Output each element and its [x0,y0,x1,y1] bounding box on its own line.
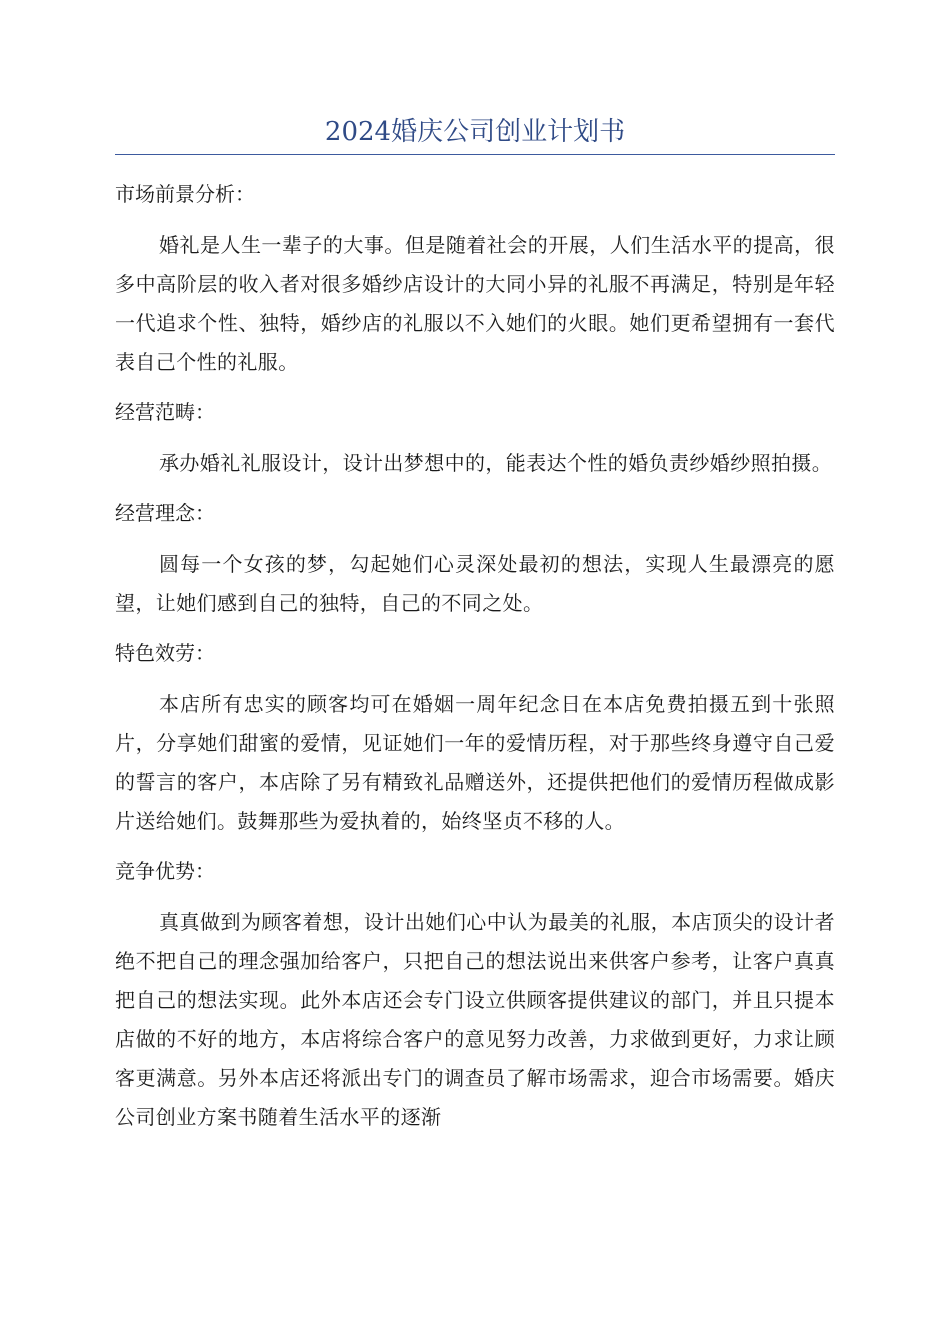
section-business-philosophy [115,497,835,623]
section-heading: 竞争优势： [115,859,215,883]
document-title: 2024婚庆公司创业计划书 [324,117,626,147]
section-paragraph: 圆每一个女孩的梦，勾起她们心灵深处最初的想法，实现人生最漂亮的愿望，让她们感到自己的独特，自己的不同之处。 [115,552,835,615]
section-featured-services [115,637,835,841]
section-heading: 市场前景分析： [115,182,255,206]
title-underline [115,154,835,155]
section-market-outlook [115,178,835,382]
section-competitive-advantage [115,855,835,1137]
section-paragraph: 真真做到为顾客着想，设计出她们心中认为最美的礼服，本店顶尖的设计者绝不把自己的理念强加给客户，只把自己的想法说出来供客户参考，让客户真真把自己的想法实现。此外本店还会专门设立供顾客提供建议的部门，并且只提本店做的不好的地方，本店将综合客户的意见努力改善，力求做到更好，力求让顾客更满意。另外本店还将派出专门的调查员了解市场需求，迎合市场需要。婚庆公司创业方案书随着生活水平的逐渐 [115,910,835,1129]
section-paragraph: 承办婚礼礼服设计，设计出梦想中的，能表达个性的婚负责纱婚纱照拍摄。 [159,451,833,475]
section-business-scope [115,396,835,483]
section-paragraph: 婚礼是人生一辈子的大事。但是随着社会的开展，人们生活水平的提高，很多中高阶层的收入者对很多婚纱店设计的大同小异的礼服不再满足，特别是年轻一代追求个性、独特，婚纱店的礼服以不入她们的火眼。她们更希望拥有一套代表自己个性的礼服。 [115,233,835,374]
section-heading: 特色效劳： [115,641,215,665]
document-body [115,178,835,1151]
section-heading: 经营范畴： [115,400,215,424]
document-page [115,0,835,1344]
section-paragraph: 本店所有忠实的顾客均可在婚姻一周年纪念日在本店免费拍摄五到十张照片，分享她们甜蜜的爱情，见证她们一年的爱情历程，对于那些终身遵守自己爱的誓言的客户，本店除了另有精致礼品赠送外，还提供把他们的爱情历程做成影片送给她们。鼓舞那些为爱执着的，始终坚贞不移的人。 [115,692,835,833]
section-heading: 经营理念： [115,501,215,525]
